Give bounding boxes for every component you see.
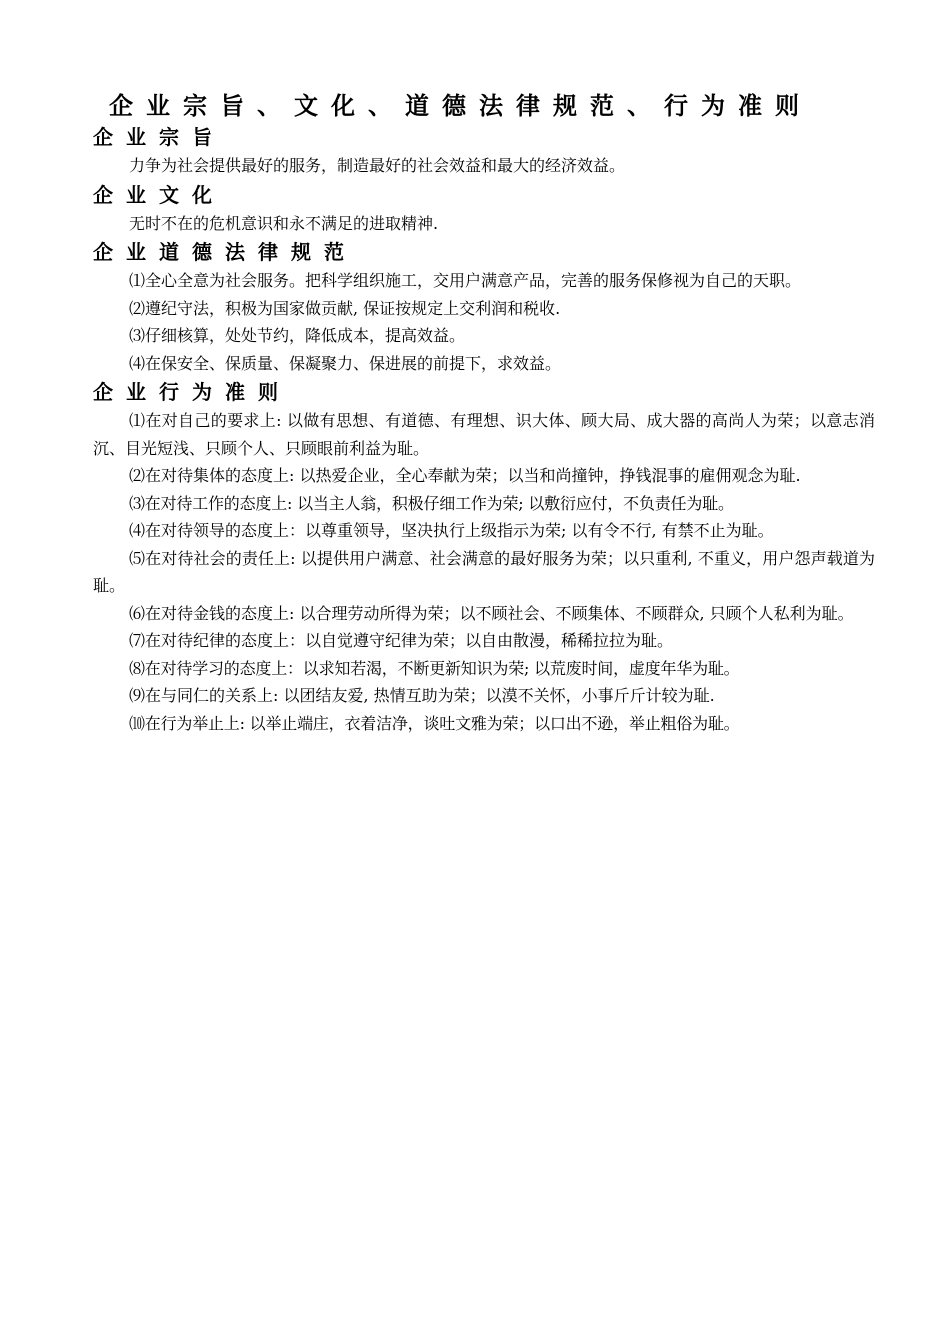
list-item: ⑴在对自己的要求上: 以做有思想、有道德、有理想、识大体、顾大局、成大器的高尚人为荣；以意志消沉、目光短浅、只顾个人、只顾眼前利益为耻。: [93, 411, 875, 458]
list-item: ⑷在保安全、保质量、保凝聚力、保进展的前提下，求效益。: [129, 353, 562, 373]
list-item: ⑺在对待纪律的态度上：以自觉遵守纪律为荣；以自由散漫，稀稀拉拉为耻。: [129, 631, 674, 650]
list-item: ⑶仔细核算，处处节约，降低成本，提高效益。: [129, 326, 466, 345]
paragraph: 无时不在的危机意识和永不满足的进取精神.: [129, 213, 439, 233]
section-culture: [93, 180, 875, 238]
section-purpose: [93, 122, 875, 180]
section-heading: 企业道德法律规范: [93, 240, 357, 264]
list-item: ⑽在行为举止上: 以举止端庄，衣着洁净，谈吐文雅为荣；以口出不逊，举止粗俗为耻。: [129, 713, 740, 733]
list-item: ⑸在对待社会的责任上: 以提供用户满意、社会满意的最好服务为荣；以只重利, 不重义，用户怨声载道为耻。: [93, 548, 875, 595]
list-item: ⑶在对待工作的态度上: 以当主人翁，积极仔细工作为荣; 以敷衍应付，不负责任为耻。: [129, 493, 734, 513]
document-page: [93, 90, 875, 737]
section-ethics-law: [93, 237, 875, 377]
list-item: ⑼在与同仁的关系上: 以团结友爱, 热情互助为荣；以漠不关怀，小事斤斤计较为耻.: [129, 686, 715, 705]
section-heading: 企业行为准则: [93, 380, 291, 404]
list-item: ⑴全心全意为社会服务。把科学组织施工，交用户满意产品，完善的服务保修视为自己的天职。: [129, 271, 802, 290]
section-heading: 企业文化: [93, 182, 225, 207]
list-item: ⑻在对待学习的态度上：以求知若渴，不断更新知识为荣; 以荒废时间，虚度年华为耻。: [129, 658, 740, 678]
list-item: ⑹在对待金钱的态度上: 以合理劳动所得为荣；以不顾社会、不顾集体、不顾群众, 只顾个人私利为耻。: [129, 603, 854, 623]
document-title: 企业宗旨、文化、道德法律规范、行为准则: [109, 92, 812, 120]
section-conduct: [93, 377, 875, 737]
section-heading: 企业宗旨: [93, 125, 225, 149]
list-item: ⑵遵纪守法，积极为国家做贡献, 保证按规定上交利润和税收.: [129, 298, 561, 318]
paragraph: 力争为社会提供最好的服务，制造最好的社会效益和最大的经济效益。: [129, 156, 626, 175]
list-item: ⑵在对待集体的态度上: 以热爱企业，全心奉献为荣；以当和尚撞钟，挣钱混事的雇佣观念为耻.: [129, 466, 801, 485]
list-item: ⑷在对待领导的态度上：以尊重领导，坚决执行上级指示为荣; 以有令不行, 有禁不止为耻。: [129, 521, 774, 540]
